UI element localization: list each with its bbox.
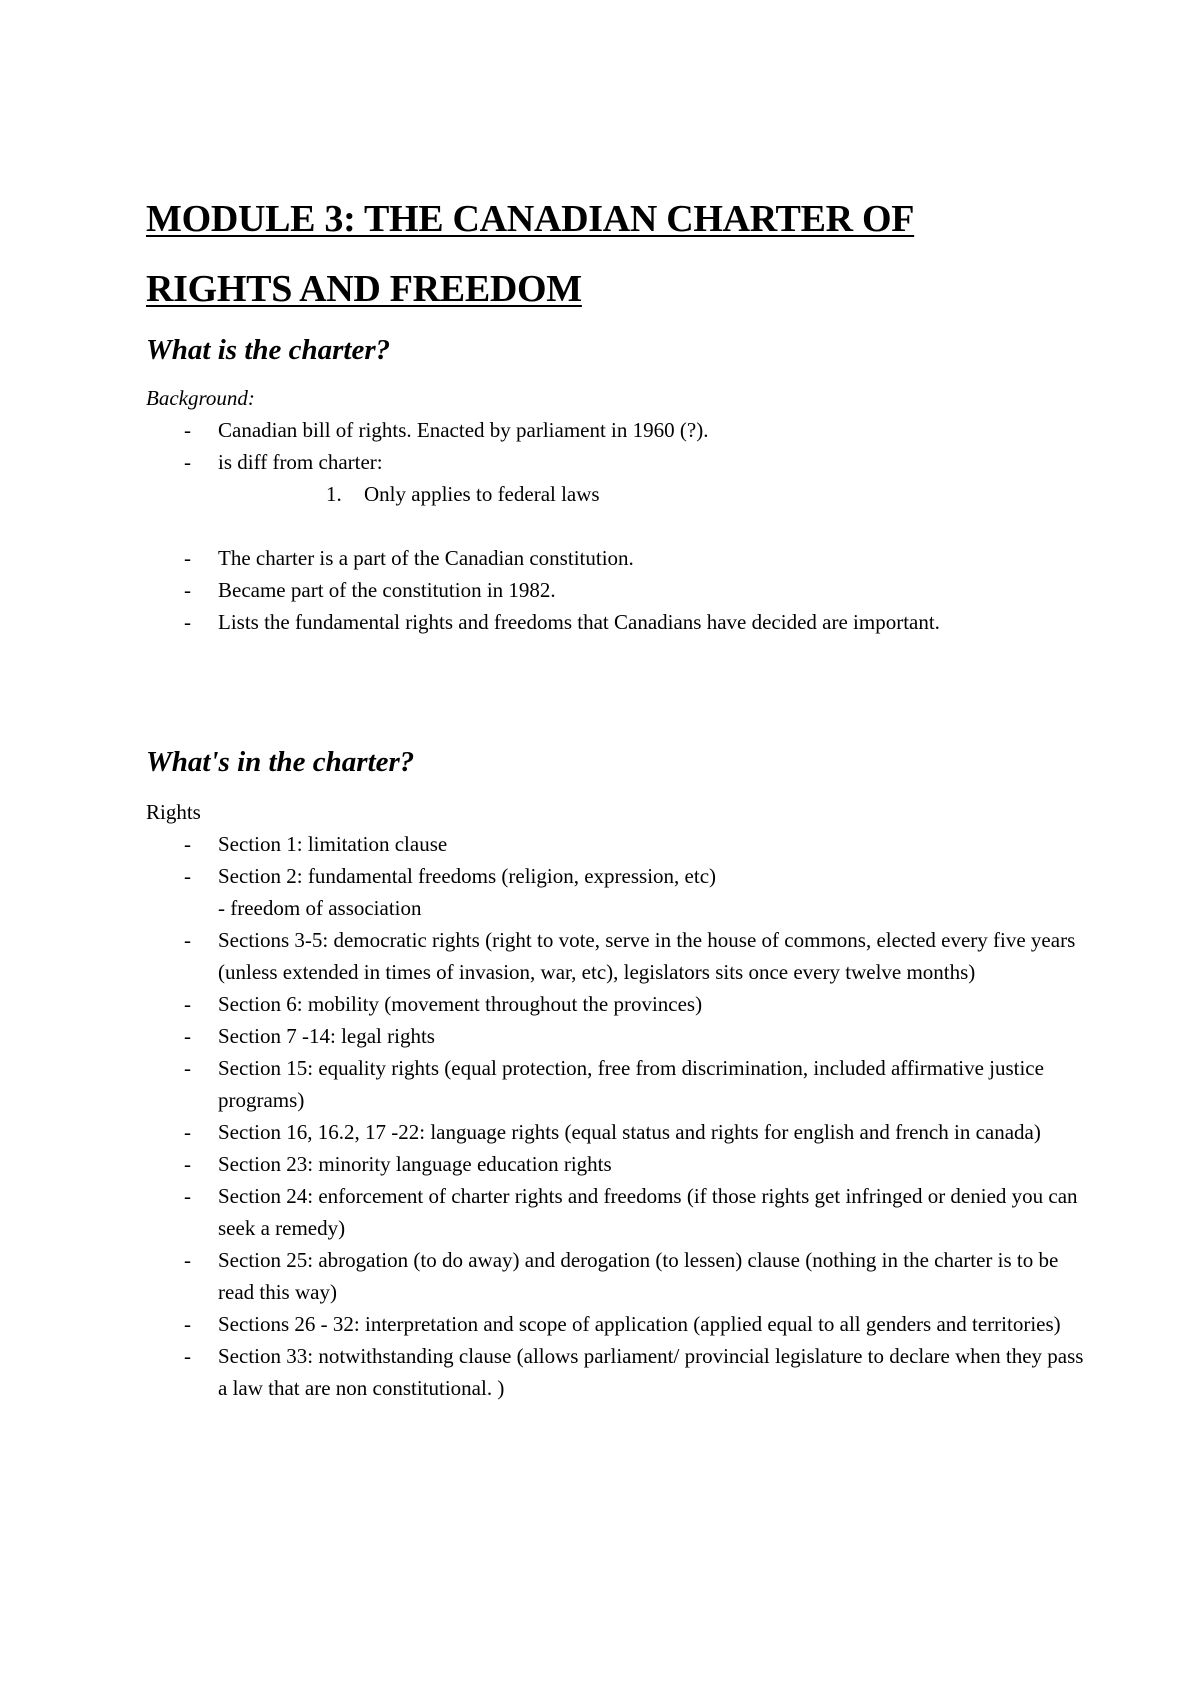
list-item-text: The charter is a part of the Canadian constitution.	[218, 546, 634, 570]
section-heading-what-is: What is the charter?	[146, 334, 391, 366]
rights-label: Rights	[146, 800, 201, 824]
list-item	[146, 988, 1086, 1020]
list-item	[146, 1020, 1086, 1052]
dash-marker: -	[184, 1152, 191, 1176]
list-item	[146, 446, 1086, 478]
charter-facts-list	[146, 542, 1086, 638]
title-line-1: MODULE 3: THE CANADIAN CHARTER OF	[146, 198, 915, 240]
list-item-text: Section 1: limitation clause	[218, 832, 448, 856]
list-item	[146, 414, 1086, 446]
list-item-text: Sections 26 - 32: interpretation and scope of application (applied equal to all genders and territories)	[218, 1312, 1061, 1336]
list-item	[146, 1052, 1086, 1116]
item-text: Only applies to federal laws	[364, 482, 600, 506]
dash-marker: -	[184, 610, 191, 634]
list-item-text: Section 2: fundamental freedoms (religion, expression, etc)	[218, 864, 717, 888]
list-item	[146, 1148, 1086, 1180]
background-label: Background:	[146, 386, 255, 410]
numbered-item	[326, 478, 600, 510]
list-item-text: Section 25: abrogation (to do away) and derogation (to lessen) clause (nothing in the charter is to be read this way)	[218, 1248, 1059, 1304]
dash-marker: -	[184, 1056, 191, 1080]
list-item	[146, 860, 1086, 924]
list-item-text: is diff from charter:	[218, 450, 383, 474]
dash-marker: -	[184, 928, 191, 952]
item-number: 1.	[326, 482, 342, 506]
list-item	[146, 1180, 1086, 1244]
dash-marker: -	[184, 1120, 191, 1144]
list-item	[146, 828, 1086, 860]
list-item-text: Section 6: mobility (movement throughout the provinces)	[218, 992, 703, 1016]
list-item	[146, 606, 1086, 638]
list-item	[146, 1308, 1086, 1340]
dash-marker: -	[184, 832, 191, 856]
dash-marker: -	[184, 1248, 191, 1272]
list-item-text: Canadian bill of rights. Enacted by parliament in 1960 (?).	[218, 418, 709, 442]
list-item-text: Section 7 -14: legal rights	[218, 1024, 435, 1048]
list-sub-note: - freedom of association	[218, 896, 422, 920]
rights-list	[146, 828, 1086, 1404]
dash-marker: -	[184, 546, 191, 570]
dash-marker: -	[184, 992, 191, 1016]
dash-marker: -	[184, 864, 191, 888]
document-title	[146, 184, 1046, 324]
list-item-text: Sections 3-5: democratic rights (right to vote, serve in the house of commons, elected every five years (unless extended in times of invasion, war, etc), legislators sits once every twelve months)	[218, 928, 1076, 984]
list-item-text: Section 15: equality rights (equal protection, free from discrimination, included affirmative justice programs)	[218, 1056, 1044, 1112]
list-item-text: Lists the fundamental rights and freedoms that Canadians have decided are important.	[218, 610, 940, 634]
title-line-2: RIGHTS AND FREEDOM	[146, 268, 582, 310]
dash-marker: -	[184, 578, 191, 602]
dash-marker: -	[184, 418, 191, 442]
list-item-text: Section 23: minority language education rights	[218, 1152, 612, 1176]
list-item	[146, 1244, 1086, 1308]
list-item	[146, 924, 1086, 988]
list-item	[146, 1116, 1086, 1148]
list-item-text: Section 16, 16.2, 17 -22: language rights (equal status and rights for english and french in canada)	[218, 1120, 1041, 1144]
dash-marker: -	[184, 450, 191, 474]
section-heading-whats-in: What's in the charter?	[146, 746, 415, 778]
dash-marker: -	[184, 1184, 191, 1208]
list-item	[146, 542, 1086, 574]
background-list	[146, 414, 1086, 478]
dash-marker: -	[184, 1344, 191, 1368]
list-item-text: Section 24: enforcement of charter rights and freedoms (if those rights get infringed or denied you can seek a remedy)	[218, 1184, 1078, 1240]
list-item-text: Section 33: notwithstanding clause (allows parliament/ provincial legislature to declare when they pass a law that are non constitutional. )	[218, 1344, 1084, 1400]
list-item-text: Became part of the constitution in 1982.	[218, 578, 556, 602]
list-item	[146, 1340, 1086, 1404]
list-item	[146, 574, 1086, 606]
dash-marker: -	[184, 1312, 191, 1336]
dash-marker: -	[184, 1024, 191, 1048]
